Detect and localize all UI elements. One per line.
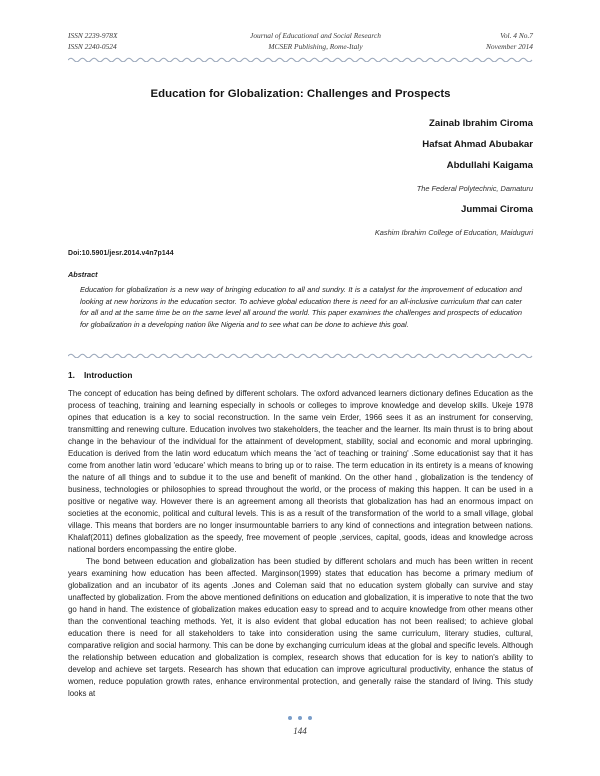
decorative-wave-rule-bottom [68,352,533,358]
section-body [68,388,533,700]
body-paragraph-2: The bond between education and globalization has been studied by different scholars and much has been written in recent years examining how education has been affected. Marginson(1999) states that education has become a primary medium of globalization and an incubator of its agents .Jones and Coleman said that no education system globally can survive and stay unaffected by globalization. From the above mentioned definitions on education and globalization, it is imperative to note that the two go hand in hand. The existence of globalization makes education easy to spread and to acquire knowledge from other means other than the conventional teaching methods. Yet, it is also evident that global education has not been realised; to achieve global education there is need for all stakeholders to take into consideration using the same curriculum, literary studies, cultural, comparative religion and social harmony. This can be done by exchanging curriculum ideas at the global and specific levels. Although the relationship between education and globalization is complex, research shows that education for is key to nation's ability to develop and achieve set targets. Research has shown that education can improve agricultural productivity, enhance the status of women, reduce population growth rates, enhance environmental protection, and generally raise the standard of living. This study looks at [68,557,533,699]
publisher-name: MCSER Publishing, Rome-Italy [268,42,363,52]
author-name-1: Zainab Ibrahim Ciroma [429,118,533,129]
page-number: 144 [293,726,307,736]
article-title: Education for Globalization: Challenges and Prospects [150,88,451,100]
body-paragraph-1: The concept of education has being defined by different scholars. The oxford advanced learners dictionary defines Education as the process of teaching, training and learning especially in schools or colleges to improve knowledge and develop skills. Ukeje 1978 opines that education is a key to social reconstruction. In the same vein Erder, 1966 sees it as an instrument for conserving, transmitting and renewing culture. Education involves two stakeholders, the teacher and the learner. Its main thrust is to bring about change in the behaviour of the individual for the attainment of development, stability, social and economic and moral upbringing. Education is derived from the latin word educatum which means the 'act of teaching or training' .Some educationist say that it has come from another latin word 'educare' which means to bring up or to raise. The term education in its entirety is a means of knowing the nature of all things and to subdue it to the use and benefit of mankind. On the other hand , globalization is the tendency of business, technologies or philosophies to spread throughout the world, or the process of making this happen. It can be used in a positive or negative way. However there is an agreement among all theorists that globalization has had an enormous impact on societies at the economic, political and cultural levels. This is as a result of the transformation of the world to a small village, global village. This means that borders are no longer insurmountable barriers to any kind of connections and integration between nations. Khalaf(2011) defines globalization as the speedy, free movement of people ,services, capital, goods, ideas and knowledge across national borders encompassing the entire globe. [68,389,533,555]
journal-name: Journal of Educational and Social Research [250,31,381,40]
abstract-heading: Abstract [68,270,98,279]
doi-text: Doi:10.5901/jesr.2014.v4n7p144 [68,250,174,257]
footer-ornament-dots [0,716,600,720]
issn-online: ISSN 2240-0524 [68,42,117,52]
volume-issue: Vol. 4 No.7 [500,31,533,40]
author-name-2: Hafsat Ahmad Abubakar [422,139,533,150]
ornament-dot-2 [298,716,302,720]
issn-block [68,30,218,53]
affiliation-1: The Federal Polytechnic, Damaturu [416,184,533,193]
section-heading [68,370,132,380]
journal-block [218,30,413,53]
issue-block [413,30,533,53]
running-head [68,30,533,53]
section-number: 1. [68,370,75,380]
affiliation-2: Kashim Ibrahim College of Education, Maiduguri [374,228,533,237]
decorative-wave-rule-top [68,56,533,62]
issn-print: ISSN 2239-978X [68,31,118,40]
author-name-4: Jummai Ciroma [461,204,533,215]
ornament-dot-3 [308,716,312,720]
ornament-dot-1 [288,716,292,720]
author-name-3: Abdullahi Kaigama [446,160,533,171]
section-title: Introduction [84,370,133,380]
abstract-text: Education for globalization is a new way of bringing education to all and sundry. It is a catalyst for the improvement of education and looking at new horizons in the education sector. To achieve global education there is need for an all-inclusive curriculum that can cater for all and at the same time be on the same level all around the world. This paper examines the challenges and prospects of education for globalization in a developing nation like Nigeria and to see what can be done to achieve this goal. [80,285,522,330]
issue-date: November 2014 [485,42,533,52]
